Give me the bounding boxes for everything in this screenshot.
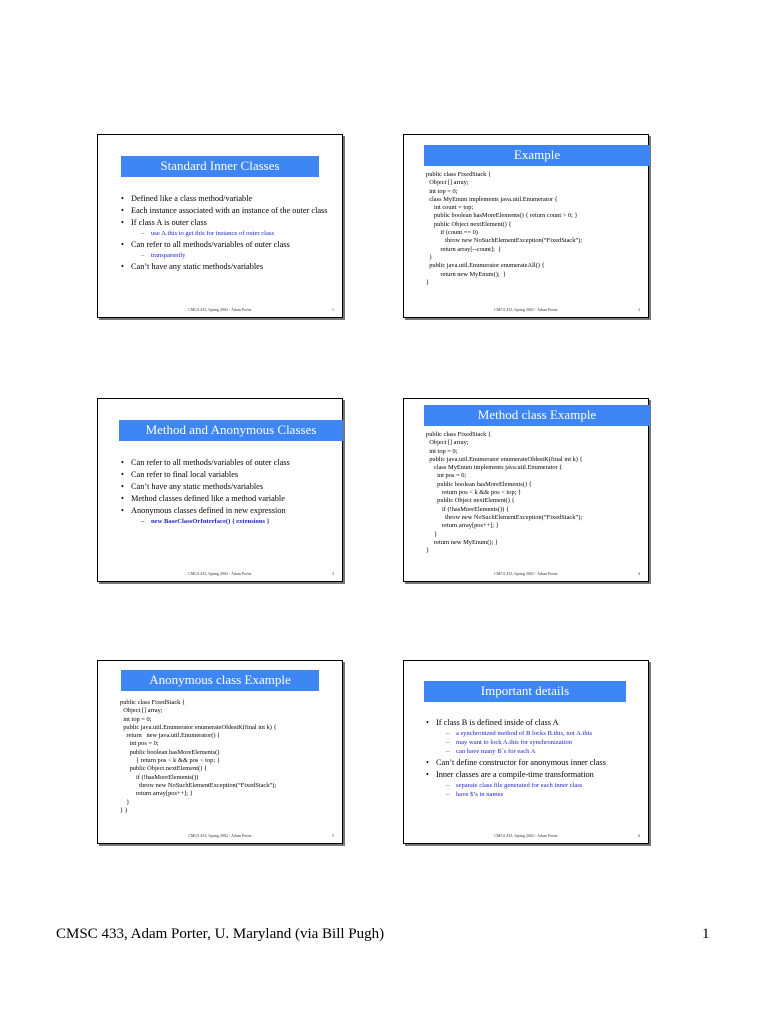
slide-title: Anonymous class Example — [121, 670, 319, 691]
bullet-list — [121, 194, 336, 274]
slide-number: 1 — [332, 307, 334, 312]
slide-number: 6 — [638, 833, 640, 838]
bullet-item: • Each instance associated with an instance of the outer class — [121, 206, 336, 216]
handout-footer: CMSC 433, Adam Porter, U. Maryland (via Bill Pugh) — [56, 926, 385, 942]
sub-bullet-item: – may want to lock A.this for synchronization — [436, 738, 646, 747]
bullet-item: • Defined like a class method/variable — [121, 194, 336, 204]
slide-footer: CMCS 433, Spring 2002 - Adam Porter — [494, 571, 558, 576]
slide-footer: CMCS 433, Spring 2002 - Adam Porter — [494, 833, 558, 838]
slide-5 — [97, 660, 343, 844]
slide-title: Example — [424, 145, 650, 166]
slide-number: 4 — [638, 571, 640, 576]
code-block: public class FixedStack { Object [] array; int top = 0; class MyEnum implements java.util.Enumerator { int count = top; public boolean hasMoreElements() { return count > 0; } public Object nextElement() { if (count == 0) throw new NoSuchElementException(“FixedStack”); return array[--count]; } } public java.util.Enumerator enumerateAll() { return new MyEnum(); } } — [426, 171, 583, 286]
bullet-item: • Can refer to final local variables — [121, 470, 336, 480]
bullet-list — [426, 718, 646, 801]
code-block: public class FixedStack { Object [] array; int top = 0; public java.util.Enumerator enumerateOldestK(final int k) { return new java.util.Enumerator() { int pos = 0; public boolean hasMoreElements() { return pos < k && pos < top; } public Object nextElement() { if (!hasMoreElements()) throw new NoSuchElementException(“FixedStack”); return array[pos++]; } } } } — [120, 699, 277, 814]
slide-1 — [97, 134, 343, 318]
bullet-item: • Can refer to all methods/variables of outer class – transparently — [121, 240, 336, 260]
bullet-item: • Can’t have any static methods/variables — [121, 262, 336, 272]
sub-bullet-item: – separate class file generated for each inner class — [436, 781, 646, 790]
slide-number: 5 — [332, 833, 334, 838]
bullet-item: • Method classes defined like a method variable — [121, 494, 336, 504]
bullet-item: • If class B is defined inside of class A – a synchronized method of B locks B.this, not A.this – may want to lock A.this for synchronization – can have many B`s for each A — [426, 718, 646, 756]
slide-footer: CMCS 433, Spring 2002 - Adam Porter — [188, 571, 252, 576]
code-block: public class FixedStack { Object [] array; int top = 0; public java.util.Enumerator enumerateOldestK(final int k) { class MyEnum implements java.util.Enumerator { int pos = 0; public boolean hasMoreElements() { return pos < k && pos < top; } public Object nextElement() { if (!hasMoreElements()) { throw new NoSuchElementException(“FixedStack”); return array[pos++]; } } return new MyEnum(); } } — [426, 431, 583, 555]
sub-bullet-item: – have $’s in names — [436, 790, 646, 799]
slide-footer: CMCS 433, Spring 2002 - Adam Porter — [494, 307, 558, 312]
bullet-item: • Can’t have any static methods/variables — [121, 482, 336, 492]
slide-number: 2 — [638, 307, 640, 312]
slide-6 — [403, 660, 649, 844]
slide-title: Important details — [424, 681, 626, 702]
bullet-list — [121, 458, 336, 528]
slide-title: Method and Anonymous Classes — [119, 420, 343, 441]
bullet-item: • If class A is outer class – use A.this to get this for instance of outer class — [121, 218, 336, 238]
slide-2 — [403, 134, 649, 318]
sub-bullet-item: – use A.this to get this for instance of outer class — [131, 229, 336, 238]
bullet-item: • Inner classes are a compile-time transformation – separate class file generated for each inner class – have $’s in names — [426, 770, 646, 799]
slide-4 — [403, 398, 649, 582]
bullet-item: • Can’t define constructor for anonymous inner class — [426, 758, 646, 768]
slide-title: Standard Inner Classes — [121, 156, 319, 177]
handout-page-number: 1 — [702, 926, 710, 942]
bullet-item: • Can refer to all methods/variables of outer class — [121, 458, 336, 468]
slide-footer: CMCS 433, Spring 2002 - Adam Porter — [188, 307, 252, 312]
slide-title: Method class Example — [424, 405, 650, 426]
sub-bullet-item: – a synchronized method of B locks B.this, not A.this — [436, 729, 646, 738]
sub-bullet-item: – new BaseClassOrInterface() { extensions } — [131, 517, 336, 526]
sub-bullet-item: – can have many B`s for each A — [436, 747, 646, 756]
slide-number: 3 — [332, 571, 334, 576]
slide-footer: CMCS 433, Spring 2002 - Adam Porter — [188, 833, 252, 838]
bullet-item: • Anonymous classes defined in new expression – new BaseClassOrInterface() { extensions } — [121, 506, 336, 526]
slide-3 — [97, 398, 343, 582]
sub-bullet-item: – transparently — [131, 251, 336, 260]
